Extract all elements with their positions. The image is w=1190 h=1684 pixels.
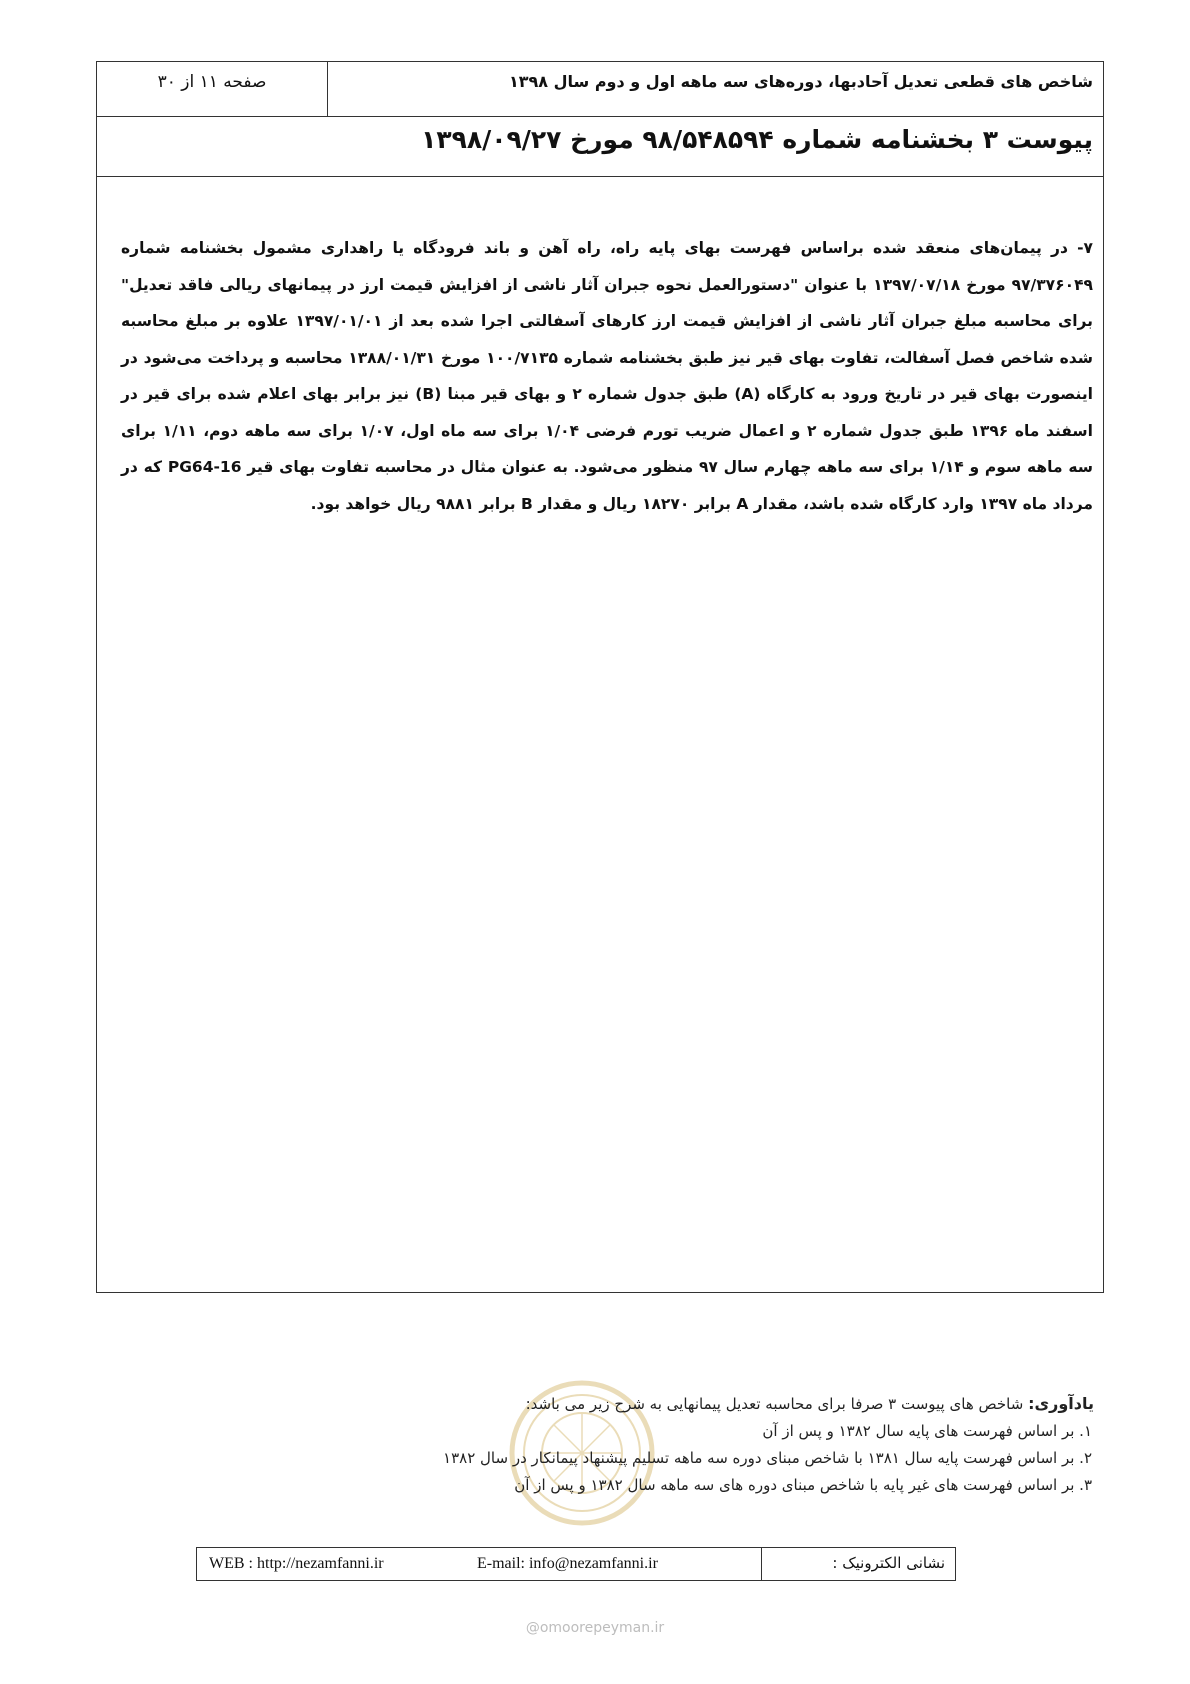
reminder-item-1: ۱. بر اساس فهرست های پایه سال ۱۳۸۲ و پس از آن bbox=[762, 1422, 1092, 1440]
page-frame bbox=[96, 61, 1104, 1293]
document-title: شاخص های قطعی تعدیل آحادبها، دوره‌های سه ماهه اول و دوم سال ۱۳۹۸ bbox=[327, 62, 1103, 116]
watermark: @omoorepeyman.ir bbox=[525, 1620, 665, 1636]
reminder-note bbox=[194, 1390, 1094, 1499]
contact-box bbox=[196, 1547, 956, 1581]
reminder-item-3: ۳. بر اساس فهرست های غیر پایه با شاخص مبنای دوره های سه ماهه سال ۱۳۸۲ و پس از آن bbox=[514, 1476, 1092, 1494]
reminder-text: شاخص های پیوست ۳ صرفا برای محاسبه تعدیل پیمانهایی به شرح زیر می باشد: bbox=[525, 1395, 1029, 1413]
body-paragraph: ۷- در پیمان‌های منعقد شده براساس فهرست بهای پایه راه، راه آهن و باند فرودگاه یا راهداری مشمول بخشنامه شماره ۹۷/۳۷۶۰۴۹ مورخ ۱۳۹۷/۰۷/۱۸ با عنوان "دستورالعمل نحوه جبران آثار ناشی از افزایش قیمت ارز در پیمانهای ریالی فاقد تعدیل" برای محاسبه مبلغ جبران آثار ناشی از افزایش قیمت ارز کارهای آسفالتی اجرا شده بعد از ۱۳۹۷/۰۱/۰۱ علاوه بر مبلغ محاسبه شده شاخص فصل آسفالت، تفاوت بهای قیر نیز طبق بخشنامه شماره ۱۰۰/۷۱۳۵ مورخ ۱۳۸۸/۰۱/۳۱ محاسبه و پرداخت می‌شود در اینصورت بهای قیر در تاریخ ورود به کارگاه (A) طبق جدول شماره ۲ و بهای قیر مبنا (B) نیز برابر بهای اعلام شده برای قیر در اسفند ماه ۱۳۹۶ طبق جدول شماره ۲ و اعمال ضریب تورم فرضی ۱/۰۴ برای سه ماه اول، ۱/۰۷ برای سه ماهه دوم، ۱/۱۱ برای سه ماهه سوم و ۱/۱۴ برای سه ماهه چهارم سال ۹۷ منظور می‌شود. به عنوان مثال در محاسبه تفاوت بهای قیر PG64-16 که در مرداد ماه ۱۳۹۷ وارد کارگاه شده باشد، مقدار A برابر ۱۸۲۷۰ ریال و مقدار B برابر ۹۸۸۱ ریال خواهد بود. bbox=[121, 239, 1093, 513]
website-link[interactable]: WEB : http://nezamfanni.ir bbox=[209, 1555, 384, 1572]
contact-label: نشانی الکترونیک : bbox=[761, 1548, 955, 1580]
header-row bbox=[97, 62, 1103, 117]
page-number: صفحه ۱۱ از ۳۰ bbox=[157, 72, 267, 92]
circular-reference: پیوست ۳ بخشنامه شماره ۹۸/۵۴۸۵۹۴ مورخ ۱۳۹۸/۰۹/۲۷ bbox=[97, 117, 1103, 177]
email-link[interactable]: E-mail: info@nezamfanni.ir bbox=[477, 1555, 658, 1572]
reminder-item-2: ۲. بر اساس فهرست پایه سال ۱۳۸۱ با شاخص مبنای دوره سه ماهه تسلیم پیشنهاد پیمانکار در سال ۱۳۸۲ bbox=[443, 1449, 1092, 1467]
reminder-label: یادآوری: bbox=[1028, 1394, 1094, 1413]
